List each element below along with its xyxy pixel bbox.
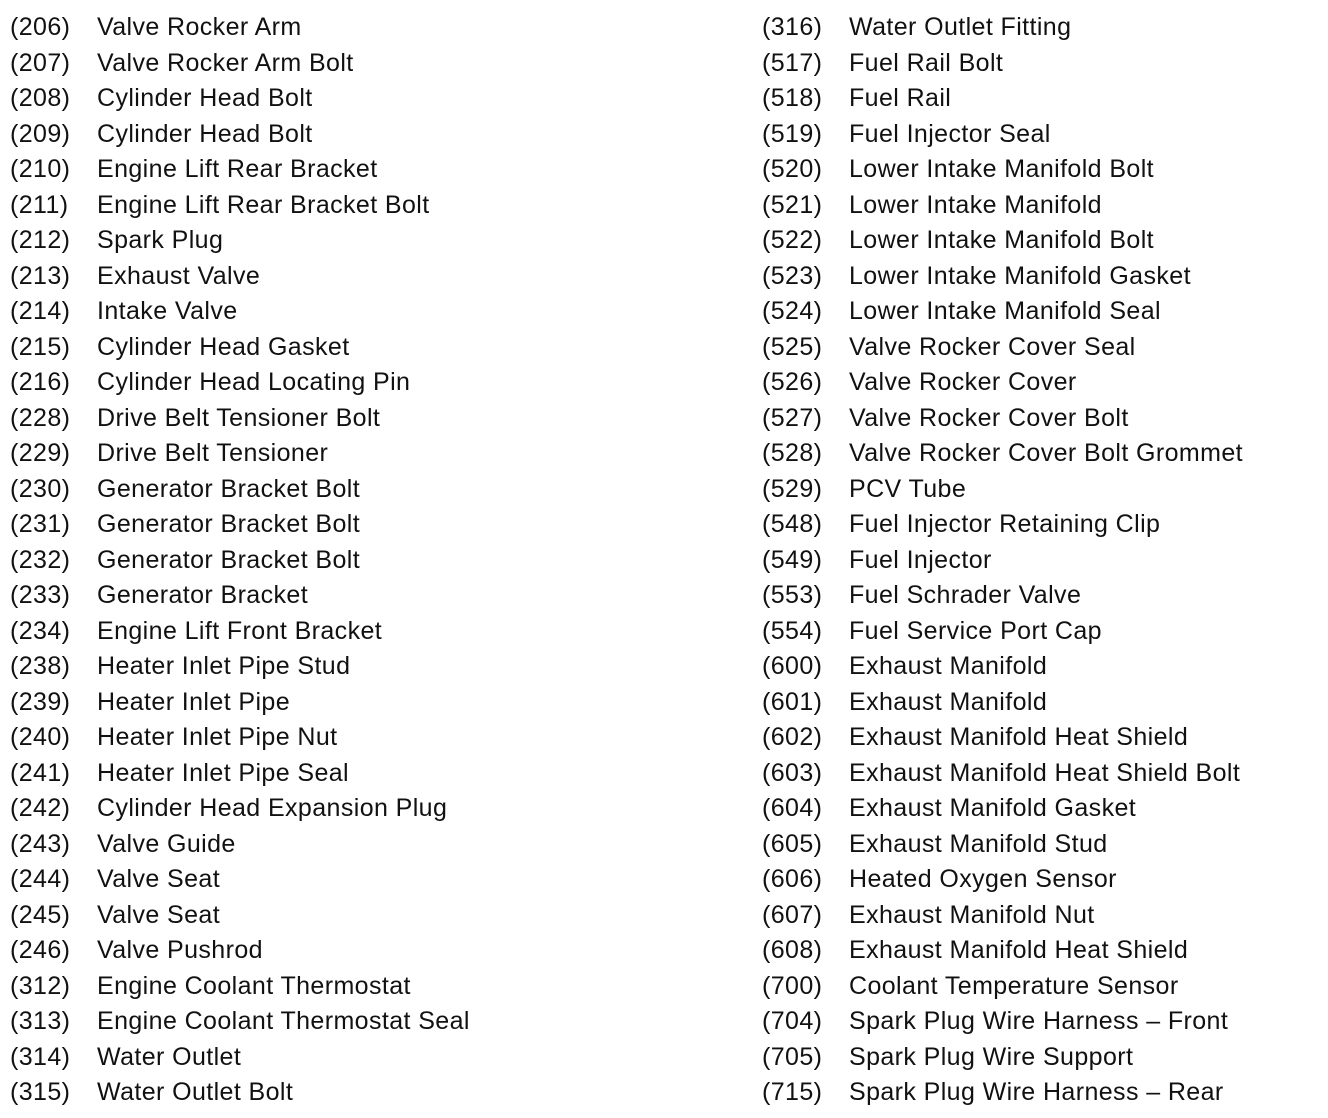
legend-item	[10, 862, 710, 898]
part-number: (208)	[10, 84, 71, 112]
legend-item	[10, 614, 710, 650]
part-number: (238)	[10, 652, 71, 680]
legend-item	[762, 152, 1322, 188]
legend-item	[10, 401, 710, 437]
legend-item	[762, 578, 1322, 614]
legend-item	[762, 188, 1322, 224]
legend-item	[10, 649, 710, 685]
legend-item	[762, 330, 1322, 366]
legend-item	[762, 1004, 1322, 1040]
part-name: Valve Rocker Cover	[849, 368, 1077, 396]
legend-item	[10, 294, 710, 330]
part-number: (315)	[10, 1078, 71, 1106]
legend-item	[10, 507, 710, 543]
part-number: (600)	[762, 652, 823, 680]
part-number: (554)	[762, 616, 823, 645]
part-number: (526)	[762, 368, 823, 396]
part-number: (705)	[762, 1042, 823, 1071]
legend-item	[762, 543, 1322, 579]
legend-item	[762, 969, 1322, 1005]
part-number: (606)	[762, 865, 823, 893]
legend-item	[762, 472, 1322, 508]
part-number: (525)	[762, 332, 823, 361]
part-number: (216)	[10, 368, 71, 396]
part-number: (210)	[10, 155, 71, 183]
legend-item	[10, 365, 710, 401]
part-number: (522)	[762, 226, 823, 254]
legend-item	[762, 117, 1322, 153]
part-name: Valve Rocker Cover Bolt Grommet	[849, 439, 1243, 467]
part-number: (314)	[10, 1042, 71, 1071]
part-number: (519)	[762, 119, 823, 148]
part-number: (604)	[762, 794, 823, 822]
legend-item	[10, 1040, 710, 1076]
part-number: (242)	[10, 794, 71, 822]
part-number: (715)	[762, 1078, 823, 1106]
part-name: Engine Lift Front Bracket	[97, 616, 383, 645]
legend-item	[10, 756, 710, 792]
part-name: Lower Intake Manifold Seal	[849, 297, 1161, 325]
part-number: (548)	[762, 510, 823, 538]
legend-item	[762, 401, 1322, 437]
part-name: Spark Plug Wire Harness – Rear	[849, 1078, 1224, 1106]
legend-item	[10, 827, 710, 863]
part-number: (700)	[762, 971, 823, 1000]
part-number: (608)	[762, 936, 823, 964]
legend-item	[762, 862, 1322, 898]
legend-item	[10, 81, 710, 117]
part-name: Exhaust Valve	[97, 261, 261, 290]
part-number: (229)	[10, 439, 71, 467]
legend-item	[762, 720, 1322, 756]
part-name: Exhaust Manifold Heat Shield Bolt	[849, 758, 1241, 787]
legend-item	[762, 365, 1322, 401]
legend-item	[762, 827, 1322, 863]
part-number: (529)	[762, 474, 823, 503]
part-name: Fuel Service Port Cap	[849, 616, 1102, 645]
legend-item	[10, 1075, 710, 1111]
part-name: Fuel Injector Seal	[849, 119, 1051, 148]
legend-item	[762, 259, 1322, 295]
legend-item	[762, 649, 1322, 685]
legend-item	[10, 330, 710, 366]
part-number: (518)	[762, 84, 823, 112]
part-name: Lower Intake Manifold Bolt	[849, 155, 1155, 183]
part-name: Spark Plug	[97, 226, 224, 254]
part-name: Fuel Rail Bolt	[849, 48, 1004, 77]
part-name: Valve Guide	[97, 829, 236, 858]
legend-item	[10, 46, 710, 82]
part-number: (601)	[762, 687, 823, 716]
part-name: Cylinder Head Gasket	[97, 332, 350, 361]
part-number: (233)	[10, 581, 71, 609]
part-name: Exhaust Manifold Heat Shield	[849, 936, 1189, 964]
part-number: (230)	[10, 474, 71, 503]
part-number: (521)	[762, 190, 823, 219]
legend-item	[10, 791, 710, 827]
part-name: Engine Coolant Thermostat	[97, 971, 411, 1000]
part-name: Exhaust Manifold Nut	[849, 900, 1095, 929]
part-number: (211)	[10, 190, 69, 219]
part-name: Valve Seat	[97, 900, 221, 929]
part-number: (232)	[10, 545, 71, 574]
legend-item	[10, 223, 710, 259]
part-name: Generator Bracket	[97, 581, 309, 609]
legend-item	[762, 81, 1322, 117]
part-number: (213)	[10, 261, 71, 290]
part-name: Generator Bracket Bolt	[97, 510, 361, 538]
part-number: (316)	[762, 13, 823, 41]
part-number: (215)	[10, 332, 71, 361]
part-name: Generator Bracket Bolt	[97, 545, 361, 574]
part-name: Engine Lift Rear Bracket Bolt	[97, 190, 430, 219]
legend-item	[10, 720, 710, 756]
part-name: Exhaust Manifold	[849, 687, 1048, 716]
part-name: Lower Intake Manifold	[849, 190, 1102, 219]
part-number: (243)	[10, 829, 71, 858]
legend-item	[762, 685, 1322, 721]
part-name: Drive Belt Tensioner	[97, 439, 329, 467]
legend-item	[762, 898, 1322, 934]
part-name: Drive Belt Tensioner Bolt	[97, 403, 381, 432]
part-name: Spark Plug Wire Support	[849, 1042, 1134, 1071]
part-name: Lower Intake Manifold Gasket	[849, 261, 1191, 290]
part-name: Heater Inlet Pipe Stud	[97, 652, 351, 680]
part-name: Exhaust Manifold	[849, 652, 1048, 680]
legend-item	[762, 223, 1322, 259]
part-number: (704)	[762, 1007, 823, 1035]
part-name: Heater Inlet Pipe Nut	[97, 723, 338, 751]
part-name: Valve Rocker Cover Bolt	[849, 403, 1129, 432]
part-name: Coolant Temperature Sensor	[849, 971, 1179, 1000]
part-name: Valve Pushrod	[97, 936, 263, 964]
part-name: Valve Seat	[97, 865, 221, 893]
part-name: Cylinder Head Bolt	[97, 119, 313, 148]
part-number: (246)	[10, 936, 71, 964]
legend-item	[10, 898, 710, 934]
part-name: Engine Lift Rear Bracket	[97, 155, 378, 183]
part-name: Fuel Injector	[849, 545, 992, 574]
part-number: (239)	[10, 687, 71, 716]
part-number: (313)	[10, 1007, 71, 1035]
part-name: Fuel Injector Retaining Clip	[849, 510, 1161, 538]
part-name: Valve Rocker Arm Bolt	[97, 48, 354, 77]
legend-item	[10, 259, 710, 295]
part-number: (206)	[10, 13, 71, 41]
part-number: (240)	[10, 723, 71, 751]
legend-item	[762, 436, 1322, 472]
part-number: (605)	[762, 829, 823, 858]
legend-item	[10, 472, 710, 508]
part-number: (231)	[10, 510, 71, 538]
part-name: Heater Inlet Pipe Seal	[97, 758, 350, 787]
part-number: (244)	[10, 865, 71, 893]
legend-item	[762, 614, 1322, 650]
part-name: Fuel Rail	[849, 84, 952, 112]
legend-item	[762, 1040, 1322, 1076]
part-number: (607)	[762, 900, 823, 929]
part-name: Cylinder Head Locating Pin	[97, 368, 411, 396]
part-number: (602)	[762, 723, 823, 751]
legend-item	[762, 10, 1322, 46]
part-number: (517)	[762, 48, 823, 77]
part-name: PCV Tube	[849, 474, 967, 503]
part-number: (245)	[10, 900, 71, 929]
part-number: (523)	[762, 261, 823, 290]
legend-item	[762, 791, 1322, 827]
part-name: Spark Plug Wire Harness – Front	[849, 1007, 1229, 1035]
part-name: Exhaust Manifold Gasket	[849, 794, 1137, 822]
part-number: (234)	[10, 616, 71, 645]
legend-item	[10, 152, 710, 188]
legend-item	[10, 543, 710, 579]
part-name: Lower Intake Manifold Bolt	[849, 226, 1155, 254]
part-name: Cylinder Head Expansion Plug	[97, 794, 448, 822]
part-name: Water Outlet Bolt	[97, 1078, 294, 1106]
part-number: (214)	[10, 297, 71, 325]
legend-item	[762, 294, 1322, 330]
part-number: (228)	[10, 403, 71, 432]
part-name: Valve Rocker Cover Seal	[849, 332, 1136, 361]
legend-item	[10, 436, 710, 472]
legend-item	[762, 933, 1322, 969]
part-number: (549)	[762, 545, 823, 574]
part-number: (528)	[762, 439, 823, 467]
part-name: Heated Oxygen Sensor	[849, 865, 1117, 893]
legend-item	[10, 188, 710, 224]
part-name: Cylinder Head Bolt	[97, 84, 313, 112]
part-name: Engine Coolant Thermostat Seal	[97, 1007, 470, 1035]
part-number: (603)	[762, 758, 823, 787]
legend-item	[762, 1075, 1322, 1111]
part-number: (524)	[762, 297, 823, 325]
part-name: Intake Valve	[97, 297, 238, 325]
legend-item	[10, 933, 710, 969]
part-number: (312)	[10, 971, 71, 1000]
part-name: Water Outlet Fitting	[849, 13, 1072, 41]
part-name: Exhaust Manifold Heat Shield	[849, 723, 1189, 751]
part-name: Water Outlet	[97, 1042, 242, 1071]
legend-item	[762, 507, 1322, 543]
part-number: (207)	[10, 48, 71, 77]
part-name: Exhaust Manifold Stud	[849, 829, 1108, 858]
legend-item	[10, 578, 710, 614]
part-number: (520)	[762, 155, 823, 183]
legend-column-right	[762, 10, 1322, 1111]
part-name: Heater Inlet Pipe	[97, 687, 291, 716]
legend-item	[10, 1004, 710, 1040]
parts-legend	[0, 10, 1328, 1110]
part-number: (209)	[10, 119, 71, 148]
legend-item	[762, 756, 1322, 792]
part-number: (527)	[762, 403, 823, 432]
part-number: (212)	[10, 226, 71, 254]
legend-column-left	[10, 10, 710, 1111]
part-number: (553)	[762, 581, 823, 609]
legend-item	[10, 10, 710, 46]
legend-item	[10, 969, 710, 1005]
legend-item	[10, 117, 710, 153]
legend-item	[762, 46, 1322, 82]
part-name: Valve Rocker Arm	[97, 13, 302, 41]
part-number: (241)	[10, 758, 71, 787]
part-name: Fuel Schrader Valve	[849, 581, 1082, 609]
legend-item	[10, 685, 710, 721]
part-name: Generator Bracket Bolt	[97, 474, 361, 503]
